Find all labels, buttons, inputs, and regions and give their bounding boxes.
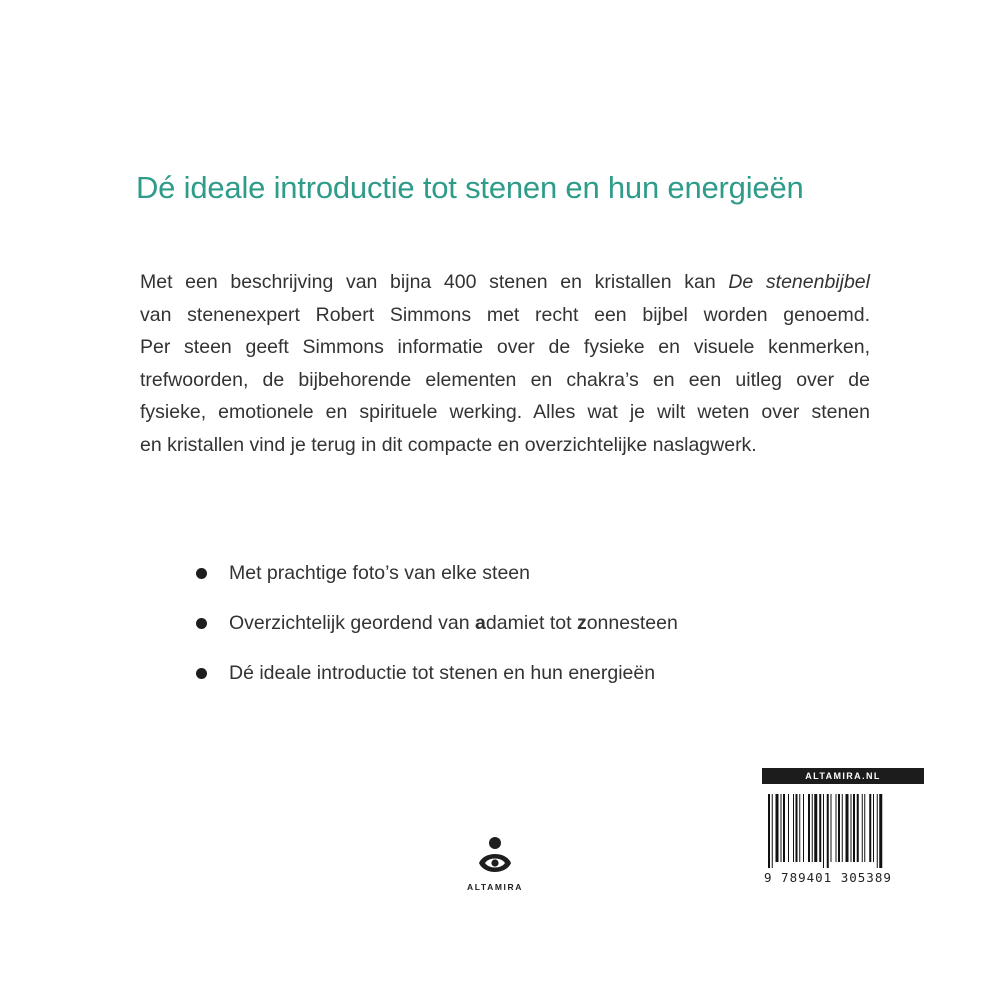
- intro-line-5: fysieke, emotionele en spirituele werking. Alles wat je wilt weten over stenen: [140, 401, 870, 423]
- barcode-bar: [869, 794, 871, 862]
- barcode-bar: [814, 794, 817, 862]
- barcode-bar: [772, 794, 773, 868]
- barcode-bar: [879, 794, 882, 868]
- book-title: De stenenbijbel: [728, 271, 870, 293]
- feature-text: Met prachtige foto’s van elke steen: [229, 561, 530, 584]
- isbn-number: 9 789401 305389: [764, 870, 892, 885]
- intro-line-2: van stenenexpert Robert Simmons met recht een bijbel worden genoemd.: [140, 303, 870, 326]
- barcode-bar: [853, 794, 855, 862]
- bullet-dot-icon: [196, 568, 207, 579]
- barcode-bar: [823, 794, 824, 868]
- feature-item-ordering: [196, 598, 678, 648]
- barcode-bar: [799, 794, 800, 862]
- intro-line-3: Per steen geeft Simmons informatie over de fysieke en visuele kenmerken,: [140, 336, 870, 358]
- intro-line-6: en kristallen vind je terug in dit compacte en overzichtelijke naslagwerk.: [140, 433, 757, 456]
- barcode-bar: [783, 794, 785, 862]
- barcode-bar: [808, 794, 810, 862]
- barcode-block: [762, 768, 924, 885]
- headline: Dé ideale introductie tot stenen en hun energieën: [136, 170, 804, 205]
- bold-letter-z: z: [576, 611, 587, 634]
- publisher-logo: [440, 836, 550, 892]
- feature-item-introduction: [196, 648, 678, 698]
- intro-paragraph: [140, 266, 870, 461]
- publisher-name: ALTAMIRA: [467, 882, 523, 892]
- barcode-bar: [857, 794, 859, 862]
- feature-list: [196, 548, 678, 698]
- barcode-bar: [873, 794, 874, 862]
- intro-line-1: Met een beschrijving van bijna 400 stenen en kristallen kan De stenenbijbel: [140, 271, 870, 293]
- barcode-bar: [851, 794, 852, 862]
- barcode-bar: [781, 794, 782, 862]
- barcode-bar: [842, 794, 843, 862]
- barcode-bar: [793, 794, 794, 862]
- barcode-bar: [862, 794, 863, 862]
- altamira-eye-logo-icon: [478, 836, 512, 876]
- barcode-bar: [864, 794, 865, 862]
- barcode-bar: [877, 794, 878, 868]
- barcode-bar: [796, 794, 798, 862]
- feature-item-photos: [196, 548, 678, 598]
- barcode-bar: [846, 794, 849, 862]
- barcode-bar: [812, 794, 813, 862]
- barcode-bar: [827, 794, 829, 868]
- bullet-dot-icon: [196, 618, 207, 629]
- feature-text: Overzichtelijk geordend van adamiet tot zonnesteen: [229, 611, 678, 634]
- barcode-bar: [831, 794, 832, 862]
- feature-text: Dé ideale introductie tot stenen en hun energieën: [229, 661, 656, 684]
- barcode-bar: [838, 794, 840, 862]
- barcode-bar: [836, 794, 837, 862]
- bullet-dot-icon: [196, 668, 207, 679]
- barcode-bar: [776, 794, 779, 862]
- intro-line-4: trefwoorden, de bijbehorende elementen en chakra’s en een uitleg over de: [140, 368, 870, 391]
- bold-letter-a: a: [475, 611, 486, 634]
- barcode-bar: [788, 794, 789, 862]
- barcode-bar: [803, 794, 804, 862]
- barcode-bar: [768, 794, 770, 868]
- barcode-bar: [819, 794, 821, 862]
- website-label: ALTAMIRA.NL: [762, 768, 924, 784]
- barcode-icon: [768, 794, 918, 868]
